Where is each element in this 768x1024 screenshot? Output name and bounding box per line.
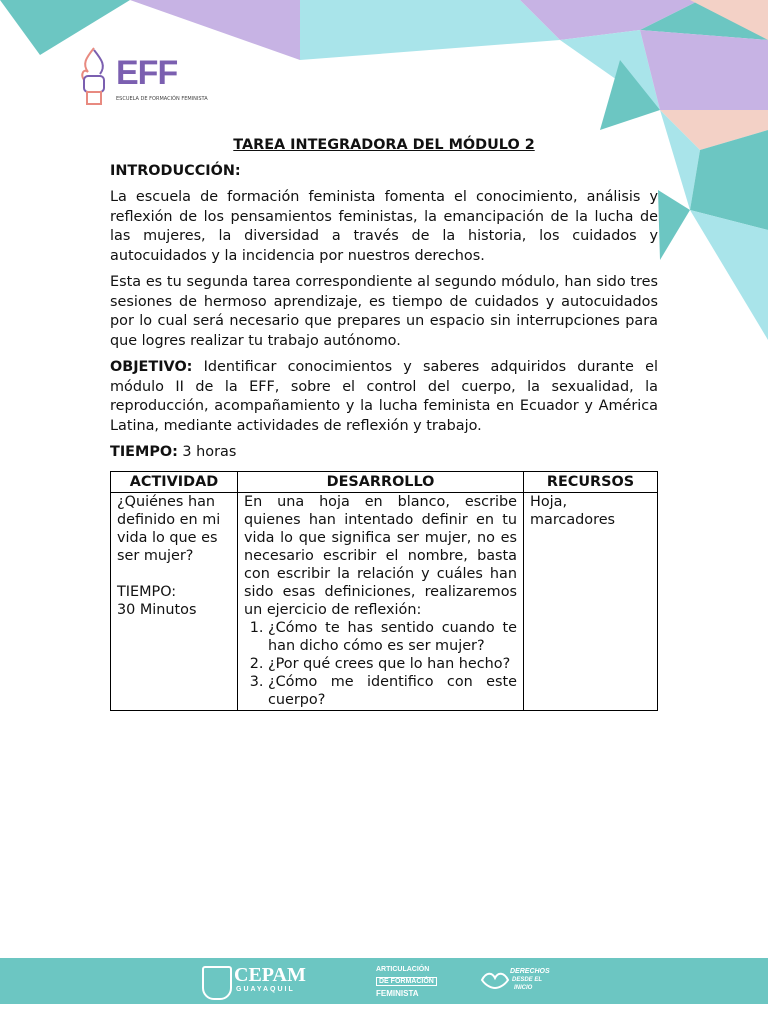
cepam-subtitle: GUAYAQUIL <box>236 986 295 993</box>
intro-paragraph-2: Esta es tu segunda tarea correspondiente al segundo módulo, han sido tres sesiones de hermoso aprendizaje, es tiempo de cuidados y autocuidados por lo cual será necesario que prepares un espacio sin interrupciones para que logres realizar tu trabajo autónomo. <box>110 274 658 349</box>
cepam-logo: CEPAM <box>234 964 306 986</box>
logo-subtitle: ESCUELA DE FORMACIÓN FEMINISTA <box>116 96 208 102</box>
activity-time-value: 30 Minutos <box>117 601 197 618</box>
time-label: TIEMPO: <box>110 444 178 460</box>
deco-shape <box>658 190 690 260</box>
header-development: DESARROLLO <box>238 471 524 492</box>
table-row <box>111 492 658 710</box>
activity-table <box>110 471 658 711</box>
time-value: 3 horas <box>177 444 237 460</box>
objective-paragraph <box>110 358 658 436</box>
resources-cell: Hoja, marcadores <box>524 492 658 710</box>
eff-logo <box>76 44 216 110</box>
hands-icon <box>480 968 510 990</box>
list-item: 3. ¿Cómo me identifico con este cuerpo? <box>268 673 517 709</box>
activity-cell <box>111 492 238 710</box>
objective-text: Identificar conocimientos y saberes adquiridos durante el módulo II de la EFF, sobre el control del cuerpo, la sexualidad, la reproducción, acompañamiento y la lucha feminista en Ecuador y América Latina, mediante actividades de reflexión y trabajo. <box>110 359 658 434</box>
time-paragraph <box>110 443 658 463</box>
objective-label: OBJETIVO: <box>110 359 193 375</box>
table-header-row <box>111 471 658 492</box>
list-item: 1. ¿Cómo te has sentido cuando te han dicho cómo es ser mujer? <box>268 619 517 655</box>
deco-shape <box>300 0 560 60</box>
articulacion-line1: ARTICULACIÓN <box>376 966 430 973</box>
list-item: 2. ¿Por qué crees que lo han hecho? <box>268 655 517 673</box>
development-list <box>244 619 517 709</box>
intro-heading: INTRODUCCIÓN: <box>110 162 241 179</box>
header-activity: ACTIVIDAD <box>111 471 238 492</box>
cepam-shield-icon <box>202 966 232 1000</box>
document-body <box>110 136 658 711</box>
intro-paragraph-1: La escuela de formación feminista fomenta el conocimiento, análisis y reflexión de los pensamientos feministas, la emancipación de la lucha de las mujeres, la diversidad a través de la historia, los cuidados y autocuidados y la incidencia por nuestros derechos. <box>110 189 658 264</box>
derechos-line1: DERECHOS <box>510 968 550 975</box>
development-cell <box>238 492 524 710</box>
articulacion-line3: FEMINISTA <box>376 989 419 998</box>
logo-wordmark: EFF <box>116 54 178 92</box>
document-title: TAREA INTEGRADORA DEL MÓDULO 2 <box>233 137 535 153</box>
derechos-line3: INICIO <box>514 985 533 991</box>
activity-time-label: TIEMPO: <box>117 583 177 600</box>
deco-shape <box>690 210 768 340</box>
development-text: En una hoja en blanco, escribe quienes han intentado definir en tu vida lo que significa ser mujer, no es necesario escribir el nombre, basta con escribir la relación y cuáles han sido esas definiciones, realizaremos un ejercicio de reflexión: <box>244 493 517 618</box>
raised-fist-icon <box>76 46 112 106</box>
derechos-line2: DESDE EL <box>512 977 543 983</box>
footer-band <box>0 958 768 1004</box>
articulacion-line2: DE FORMACIÓN <box>376 977 437 986</box>
activity-question: ¿Quiénes han definido en mi vida lo que es ser mujer? <box>117 493 221 564</box>
deco-shape <box>640 30 768 110</box>
header-resources: RECURSOS <box>524 471 658 492</box>
